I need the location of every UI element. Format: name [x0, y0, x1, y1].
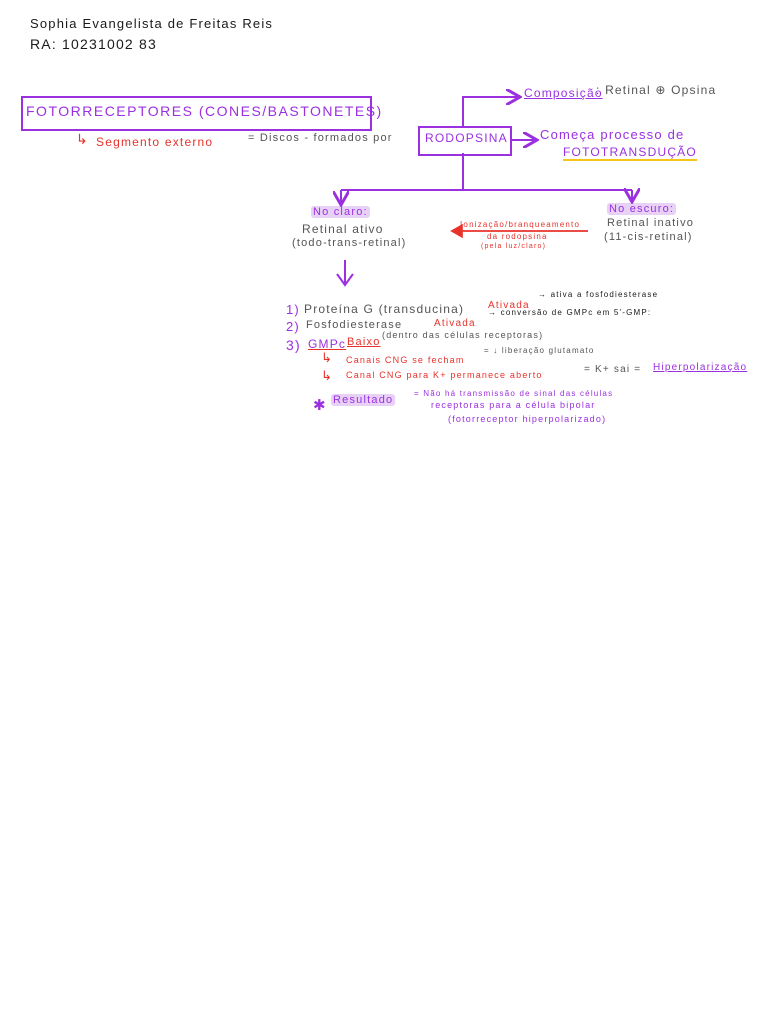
resultado-star: ✱: [313, 397, 327, 414]
sub1-rest: = ↓ liberação glutamato: [484, 346, 595, 355]
student-ra: RA: 10231002 83: [30, 36, 157, 52]
claro-line2: (todo-trans-retinal): [292, 237, 407, 249]
processo-line1: Começa processo de: [540, 127, 685, 142]
rodopsina-label: RODOPSINA: [425, 131, 508, 145]
step3-rest: (dentro das células receptoras): [382, 330, 544, 340]
sub2-arrow: ↳: [321, 368, 334, 383]
step3-num: 3): [286, 337, 301, 353]
step1-text: Proteína G (transducina): [304, 302, 465, 316]
step1-num: 1): [286, 302, 300, 317]
escuro-line1: Retinal inativo: [607, 217, 695, 229]
resultado-line1: = Não há transmissão de sinal das células: [414, 389, 614, 398]
sub2-rest: = K+ sai =: [584, 364, 642, 375]
sub1-text: Canais CNG se fecham: [346, 355, 465, 365]
escuro-line2: (11-cis-retinal): [604, 231, 693, 243]
step3-highlight: Baixo: [347, 336, 381, 348]
resultado-line2: receptoras para a célula bipolar: [431, 400, 596, 410]
ionizacao-line1: Ionização/branqueamento: [460, 220, 581, 229]
step2-rest: → conversão de GMPc em 5'-GMP:: [488, 308, 652, 317]
author-name: Sophia Evangelista de Freitas Reis: [30, 16, 274, 31]
step2-highlight: Ativada: [434, 318, 476, 329]
segmento-text: = Discos - formados por: [248, 132, 393, 144]
claro-line1: Retinal ativo: [302, 222, 384, 236]
segmento-label: Segmento externo: [96, 135, 214, 149]
resultado-line3: (fotorreceptor hiperpolarizado): [448, 414, 607, 424]
composicao-text: : Retinal ⊕ Opsina: [596, 83, 717, 97]
resultado-label: Resultado: [333, 394, 394, 406]
step1-highlight: Ativada: [488, 300, 530, 311]
page-title: FOTORRECEPTORES (CONES/BASTONETES): [26, 103, 383, 119]
ionizacao-line2: da rodopsina: [487, 232, 548, 241]
step1-rest: → ativa a fosfodiesterase: [538, 290, 659, 299]
claro-label: No claro:: [313, 206, 368, 218]
line-to-composicao: [463, 97, 518, 126]
sub2-result: Hiperpolarização: [653, 362, 748, 373]
composicao-label: Composição: [524, 86, 603, 100]
segmento-arrow: ↳: [76, 131, 89, 147]
step2-num: 2): [286, 319, 300, 334]
sub2-text: Canal CNG para K+ permanece aberto: [346, 370, 543, 380]
step3-text: GMPc: [308, 337, 347, 351]
step2-text: Fosfodiesterase: [306, 319, 403, 331]
processo-line2: FOTOTRANSDUÇÃO: [563, 145, 697, 159]
line-split: [341, 153, 632, 190]
arrow-down-claro: [337, 260, 353, 285]
escuro-label: No escuro:: [609, 203, 675, 215]
ionizacao-line3: (pela luz/claro): [481, 243, 547, 250]
sub1-arrow: ↳: [321, 350, 334, 365]
